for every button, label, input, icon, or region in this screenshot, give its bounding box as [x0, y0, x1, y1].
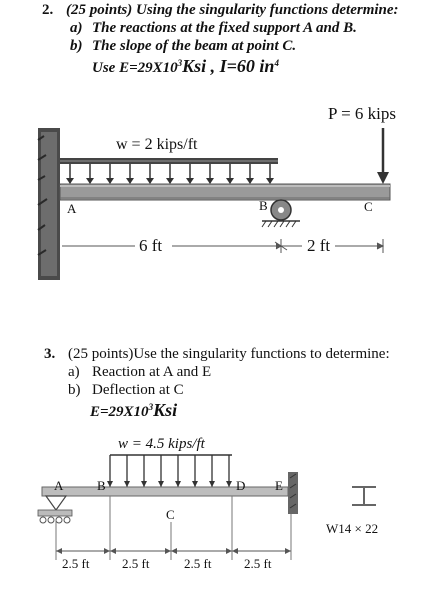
point-a-label-p3: A: [54, 478, 64, 493]
point-b-label: B: [259, 198, 268, 213]
dimension-label-ab: 2.5 ft: [62, 556, 90, 571]
dimension-label-de: 2.5 ft: [244, 556, 272, 571]
problem-2-number: 2.: [42, 2, 54, 18]
dimension-6ft-label: 6 ft: [139, 236, 163, 255]
problem-3-item-b: Deflection at C: [92, 382, 184, 398]
section-label: W14 × 22: [326, 521, 379, 536]
dimension-2ft-label: 2 ft: [307, 236, 331, 255]
problem-2-heading: (25 points) Using the singularity functions determine:: [66, 2, 399, 18]
dimension-label-bc: 2.5 ft: [122, 556, 150, 571]
problem-3-item-a-marker: a): [68, 364, 80, 380]
problem-2-item-a-marker: a): [70, 20, 83, 36]
problem-3-heading: (25 points)Use the singularity functions to determine:: [68, 346, 390, 362]
point-e-label-p3: E: [275, 478, 283, 493]
pin-support-a: [38, 496, 72, 523]
problem-3-e-suffix: Ksi: [153, 400, 178, 420]
problem-3-number: 3.: [44, 346, 56, 362]
point-c-label-p3: C: [166, 507, 175, 522]
problem-2-material-mid: Ksi , I=60 in: [182, 56, 275, 76]
point-load-label: P = 6 kips: [328, 104, 396, 123]
distributed-load: [60, 158, 278, 184]
problem-3-e-exponent: 3: [148, 402, 154, 412]
beam: [60, 184, 390, 200]
problem-2-i-exponent: 4: [274, 58, 279, 68]
problem-3-item-b-marker: b): [68, 382, 81, 398]
problem-2-e-exponent: 3: [177, 58, 183, 68]
problem-3-item-a: Reaction at A and E: [92, 364, 212, 380]
point-a-label: A: [67, 201, 77, 216]
problem-3-beam-figure: [0, 300, 441, 592]
distributed-load-label: w = 2 kips/ft: [116, 136, 198, 153]
distributed-load-label-p3: w = 4.5 kips/ft: [118, 436, 205, 452]
distributed-load-p3: [107, 455, 232, 487]
w-section-icon: [352, 487, 376, 505]
problem-2-e-prefix: Use E=29X10: [92, 60, 178, 76]
fixed-support-wall: [38, 128, 60, 280]
fixed-support-e: [288, 472, 298, 514]
point-load-arrow: [377, 128, 389, 184]
dimension-line: [62, 239, 383, 253]
problem-2-item-b: The slope of the beam at point C.: [92, 38, 297, 54]
point-b-label-p3: B: [97, 478, 106, 493]
problem-2-item-b-marker: b): [70, 38, 83, 54]
beam-p3: [42, 487, 288, 496]
point-d-label-p3: D: [236, 478, 246, 493]
dimension-label-cd: 2.5 ft: [184, 556, 212, 571]
point-c-label: C: [364, 199, 373, 214]
problem-2-item-a: The reactions at the fixed support A and B.: [92, 20, 357, 36]
dimension-line-p3: [56, 548, 291, 554]
problem-3-e-prefix: E=29X10: [90, 404, 149, 420]
